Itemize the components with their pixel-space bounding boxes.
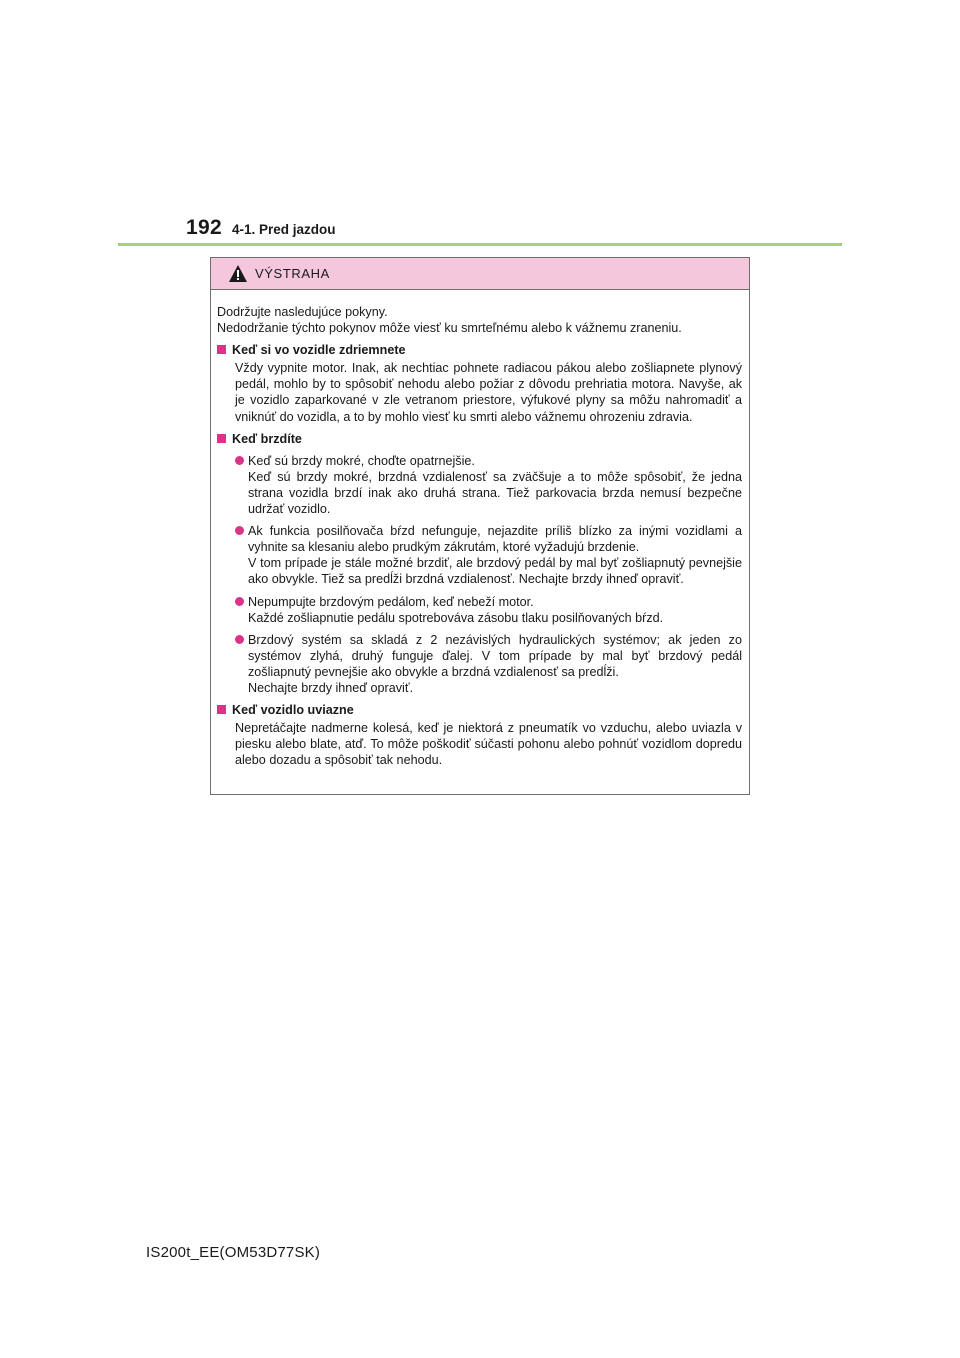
section-heading: Keď brzdíte <box>217 431 742 447</box>
section-nap <box>217 342 742 424</box>
list-item <box>235 523 742 587</box>
list-item <box>235 632 742 696</box>
warning-box <box>210 257 750 795</box>
bullet-lead: Ak funkcia posilňovača bŕzd nefunguje, nejazdite príliš blízko za inými vozidlami a vyhnite sa klesaniu alebo prudkým zákrutám, ktoré vyžadujú brzdenie. <box>248 524 742 555</box>
warning-body <box>211 290 749 768</box>
section-text: Vždy vypnite motor. Inak, ak nechtiac pohnete radiacou pákou alebo zošliapnete plynový pedál, mohlo by to spôsobiť nehodu alebo požiar z dôvodu prehriatia motora. Navyše, ak je vozidlo zaparkované v zle vetranom priestore, výfukové plyny sa môžu nahromadiť a vniknúť do vozidla, a to by mohlo viesť ku smrti alebo vážnemu ohrozeniu zdravia. <box>235 361 742 424</box>
bullet-lead: Brzdový systém sa skladá z 2 nezávislých hydraulických systémov; ak jeden zo systémov zlyhá, druhý funguje ďalej. V tom prípade by mal byť brzdový pedál zošliapnutý pevnejšie ako obvykle a brzdná vzdialenosť sa predĺži. <box>248 632 742 679</box>
list-item <box>235 594 742 626</box>
section-heading: Keď si vo vozidle zdriemnete <box>217 342 742 358</box>
section-heading: Keď vozidlo uviazne <box>217 702 742 718</box>
intro-line: Dodržujte nasledujúce pokyny. <box>217 305 388 319</box>
square-bullet-icon <box>217 345 226 354</box>
bullet-text: V tom prípade je stále možné brzdiť, ale brzdový pedál by mal byť zošliapnutý pevnejšie ako obvykle. Tiež sa predĺži brzdná vzdialenosť. Nechajte brzdy ihneď opraviť. <box>248 556 742 587</box>
bullet-text: Keď sú brzdy mokré, brzdná vzdialenosť sa zväčšuje a to môže spôsobiť, že jedna strana vozidla brzdí inak ako druhá strana. Tiež parkovacia brzda nemusí bezpečne udržať vozidlo. <box>248 469 742 517</box>
circle-bullet-icon <box>235 526 244 535</box>
circle-bullet-icon <box>235 456 244 465</box>
circle-bullet-icon <box>235 597 244 606</box>
list-item <box>235 453 742 517</box>
warning-title: VÝSTRAHA <box>255 266 330 281</box>
model-code: IS200t_EE(OM53D77SK) <box>146 1244 321 1261</box>
bullet-text: Nechajte brzdy ihneď opraviť. <box>248 680 414 695</box>
section-braking <box>217 431 742 696</box>
circle-bullet-icon <box>235 635 244 644</box>
page-number: 192 <box>186 216 222 239</box>
intro-line: Nedodržanie týchto pokynov môže viesť ku smrteľnému alebo k vážnemu zraneniu. <box>217 321 682 336</box>
bullet-lead: Keď sú brzdy mokré, choďte opatrnejšie. <box>248 453 475 468</box>
warning-triangle-icon <box>229 265 247 282</box>
section-text: Nepretáčajte nadmerne kolesá, keď je niektorá z pneumatík vo vzduchu, alebo uviazla v piesku alebo blate, atď. To môže poškodiť súčasti pohonu alebo pohnúť vozidlom dopredu alebo dozadu a spôsobiť tak nehodu. <box>235 721 742 768</box>
square-bullet-icon <box>217 705 226 714</box>
header-rule <box>118 243 842 246</box>
section-stuck <box>217 702 742 768</box>
square-bullet-icon <box>217 434 226 443</box>
warning-header <box>211 258 749 290</box>
bullet-text: Každé zošliapnutie pedálu spotrebováva zásobu tlaku posilňovaných bŕzd. <box>248 610 664 625</box>
bullet-lead: Nepumpujte brzdovým pedálom, keď nebeží motor. <box>248 594 534 609</box>
section-title: 4-1. Pred jazdou <box>232 222 336 237</box>
